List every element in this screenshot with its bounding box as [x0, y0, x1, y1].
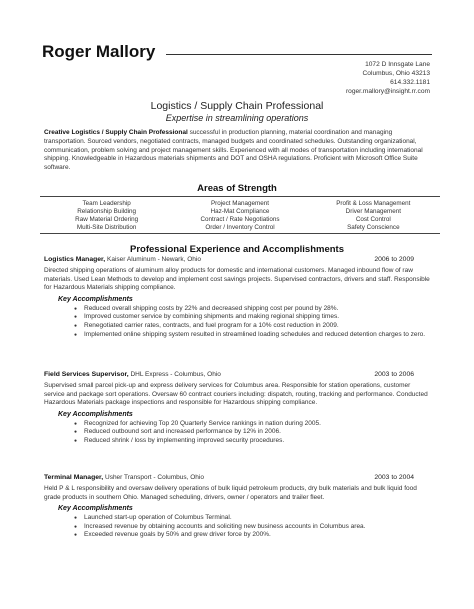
strength-item: Project Management	[210, 200, 270, 207]
accomplishment-item: ● Implemented online shipping system resulted in streamlined loading schedules and reduced detention charges to zero.	[74, 331, 432, 340]
strength-item: Multi-Site Distribution	[76, 224, 137, 231]
accomplishment-item: ● Reduced shrink / loss by implementing improved security procedures.	[74, 437, 432, 446]
contact-address: 1072 D Innsgate Lane	[365, 61, 430, 68]
strengths-table	[40, 196, 440, 234]
strength-item: Driver Management	[345, 208, 401, 215]
job-company: Usher Transport - Columbus, Ohio	[103, 474, 204, 481]
job-header	[44, 474, 432, 484]
accomplishment-item: ● Renegotiated carrier rates, contracts, and fuel program for a 10% cost reduction in 2009.	[74, 322, 432, 331]
job-company: DHL Express - Columbus, Ohio	[128, 371, 221, 378]
accomplishment-item: ● Increased revenue by obtaining accounts and soliciting new business accounts in Columbus area.	[74, 523, 432, 532]
strength-item: Relationship Building	[77, 208, 137, 215]
accomplishments-label: Key Accomplishments	[58, 505, 133, 513]
strength-item: Contract / Rate Negotiations	[200, 216, 280, 223]
name-divider	[166, 54, 432, 55]
summary-lead: Creative Logistics / Supply Chain Professional	[44, 129, 188, 136]
contact-block	[346, 60, 430, 96]
strength-item: Haz-Mat Compliance	[210, 208, 270, 215]
professional-title: Logistics / Supply Chain Professional	[150, 100, 324, 112]
strengths-column	[40, 197, 173, 233]
accomplishments-label: Key Accomplishments	[58, 295, 133, 303]
job-title: Logistics Manager,	[44, 256, 106, 263]
job-header	[44, 256, 432, 266]
accomplishment-item: ● Reduced outbound sort and increased performance by 12% in 2006.	[74, 428, 432, 437]
job-description: Supervised small parcel pick-up and express delivery services for Columbus area. Responsible for station operations, customer service and package sort operations. Oversaw 60 contract couriers including: dispatch, routing, tracking and performance. Conducted Hazardous Materials package inspections and responsible for Hazardous shipping compliance.	[44, 382, 428, 407]
accomplishment-item: ● Reduced overall shipping costs by 22% and decreased shipping cost per pound by 28%.	[74, 305, 432, 314]
contact-phone: 614.332.1181	[390, 79, 430, 86]
summary-paragraph	[44, 129, 432, 173]
accomplishments-list	[74, 514, 432, 540]
accomplishments-label: Key Accomplishments	[58, 410, 133, 418]
job-dates: 2003 to 2004	[374, 474, 414, 481]
accomplishment-item: ● Exceeded revenue goals by 50% and grew driver force by 200%.	[74, 531, 432, 540]
strength-item: Cost Control	[355, 216, 391, 223]
job-company: Kaiser Aluminum - Newark, Ohio	[105, 256, 201, 263]
strength-item: Raw Material Ordering	[75, 216, 139, 223]
accomplishments-list	[74, 305, 432, 339]
job-description: Directed shipping operations of aluminum alloy products for domestic and international customers. Managed inbound flow of raw materials. Used Lean Methods to develop and implement cost savings projects. Supervised contractors, drivers and staff. Responsible for Hazardous Materials shipping compliance.	[44, 267, 430, 292]
job-entry	[44, 256, 432, 339]
job-description: Held P & L responsibility and oversaw delivery operations of bulk liquid petroleum products, dry bulk materials and bulk liquid food grade products in southern Ohio. Managed scheduling, drivers, owner / operators and trailer fleet.	[44, 485, 417, 501]
summary-text: successful in production planning, material coordination and managing transportation. Sourced vendors, negotiated contracts, managed budgets and coordinated schedules. Outstanding organizational, communication, problem solving and project management skills. Experienced with all modes of transportation including international shipping. Knowledgeable in Hazardous materials shipments and DOT and OSHA regulations. Proficient with Microsoft Office Suite software.	[44, 129, 423, 172]
job-dates: 2003 to 2006	[374, 371, 414, 378]
experience-heading: Professional Experience and Accomplishments	[130, 244, 344, 255]
strengths-column	[307, 197, 440, 233]
accomplishment-item: ● Launched start-up operation of Columbus Terminal.	[74, 514, 432, 523]
strength-item: Profit & Loss Management	[336, 200, 411, 207]
accomplishment-item: ● Improved customer service by combining shipments and making regional shipping times.	[74, 313, 432, 322]
job-dates: 2006 to 2009	[374, 256, 414, 263]
strengths-heading: Areas of Strength	[197, 183, 277, 194]
job-entry	[44, 371, 432, 446]
contact-city: Columbus, Ohio 43213	[362, 70, 430, 77]
candidate-name: Roger Mallory	[42, 42, 156, 61]
accomplishment-item: ● Recognized for achieving Top 20 Quarterly Service rankings in nation during 2005.	[74, 420, 432, 429]
strength-item: Order / Inventory Control	[205, 224, 275, 231]
job-header	[44, 371, 432, 381]
professional-subtitle: Expertise in streamlining operations	[165, 113, 309, 123]
job-title: Terminal Manager,	[44, 474, 104, 481]
strength-item: Team Leadership	[82, 200, 131, 207]
job-entry	[44, 474, 432, 540]
job-title: Field Services Supervisor,	[44, 371, 129, 378]
strengths-column	[173, 197, 306, 233]
accomplishments-list	[74, 420, 432, 446]
strength-item: Safety Conscience	[347, 224, 400, 231]
contact-email[interactable]: roger.mallory@insight.rr.com	[345, 88, 430, 95]
